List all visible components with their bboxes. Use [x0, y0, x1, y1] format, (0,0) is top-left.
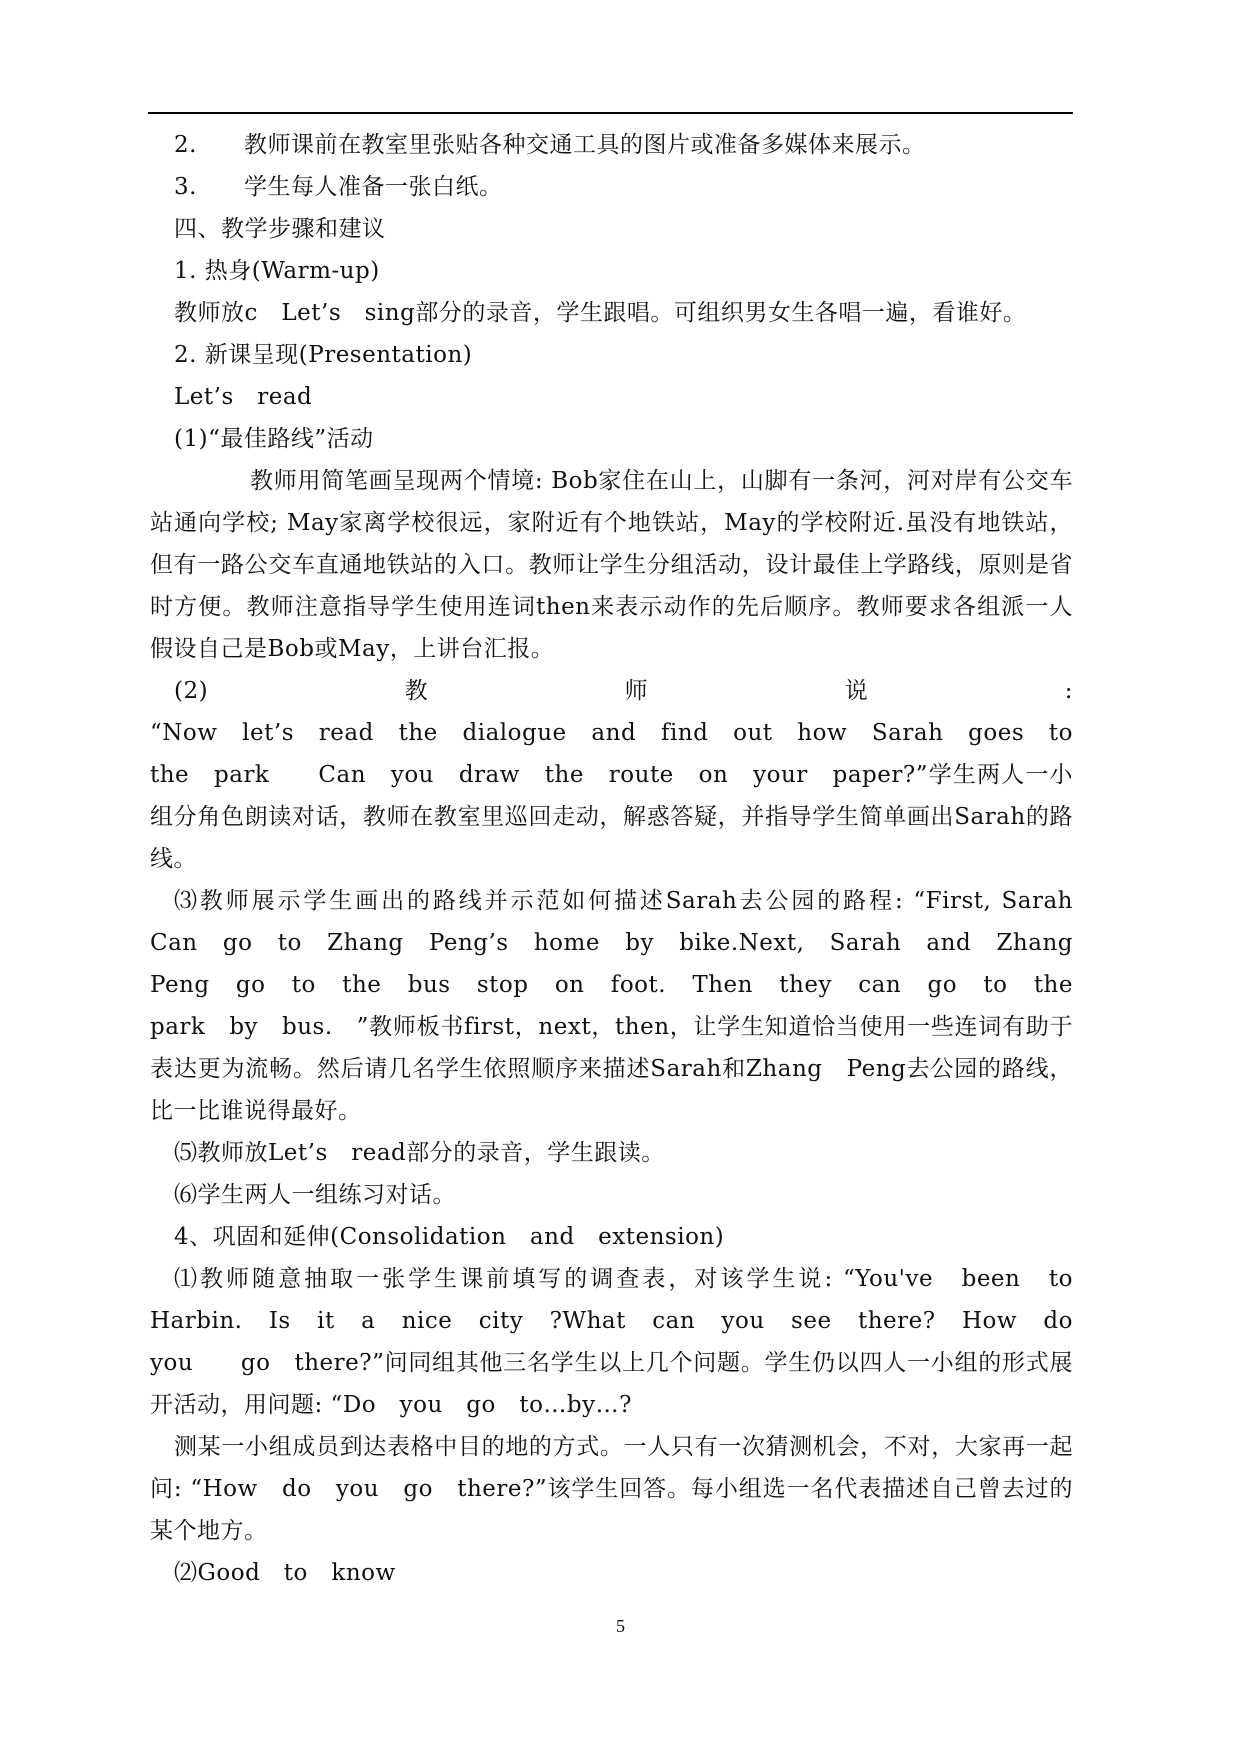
header-rule — [148, 112, 1073, 114]
section-heading-steps: 四、教学步骤和建议 — [174, 216, 386, 242]
say-char: 说 — [844, 678, 869, 704]
activity-1-paragraph: 教师用简笔画呈现两个情境: Bob家住在山上，山脚有一条河，河对岸有公交车站通向学校; May家离学校很远，家附近有个地铁站，May的学校附近.虽没有地铁站，但有一路公交车直通地铁站的入口。教师让学生分组活动，设计最佳上学路线，原则是省时方便。教师注意指导学生使用连词then来表示动作的先后顺序。教师要求各组派一人假设自己是Bob或May，上讲台汇报。 — [150, 468, 1073, 662]
item-materials-2: 2. 教师课前在教室里张贴各种交通工具的图片或准备多媒体来展示。 — [174, 132, 926, 158]
colon: : — [1064, 678, 1073, 704]
activity-5-text: ⑸教师放Let’s read部分的录音，学生跟读。 — [174, 1140, 665, 1166]
warmup-text: 教师放c Let’s sing部分的录音，学生跟唱。可组织男女生各唱一遍，看谁好。 — [174, 300, 1027, 326]
step-heading-presentation: 2. 新课呈现(Presentation) — [174, 342, 473, 368]
consolidation-1-paragraph: ⑴教师随意抽取一张学生课前填写的调查表，对该学生说: “You've been to Harbin. Is it a nice city ?What can you see there? How do you go there?”问同组其他三名学生以上几个问题。学生仍以四人一小组的形式展开活动，用问题: “Do you go to…by…? — [150, 1266, 1097, 1418]
teacher-char-1: 教 — [404, 678, 429, 704]
activity-6-text: ⑹学生两人一组练习对话。 — [174, 1182, 456, 1208]
step-heading-warmup: 1. 热身(Warm-up) — [174, 258, 380, 284]
activity-2-paragraph: “Now let’s read the dialogue and find out how Sarah goes to the park Can you draw the route on your paper?”学生两人一小组分角色朗读对话，教师在教室里巡回走动，解惑答疑，并指导学生简单画出Sarah的路线。 — [150, 720, 1097, 872]
page-number: 5 — [616, 1616, 625, 1636]
document-body — [150, 124, 1120, 1594]
activity-3-paragraph: ⑶教师展示学生画出的路线并示范如何描述Sarah去公园的路程: “First, Sarah Can go to Zhang Peng’s home by bike.Next, Sarah and Zhang Peng go to the bus stop on foot. Then they can go to the park by bus. ”教师板书first，next，then，让学生知道恰当使用一些连词有助于表达更为流畅。然后请几名学生依照顺序来描述Sarah和Zhang Peng去公园的路线，比一比谁说得最好。 — [150, 888, 1120, 1124]
step-heading-consolidation: 4、巩固和延伸(Consolidation and extension) — [174, 1224, 725, 1250]
teacher-char-2: 师 — [624, 678, 649, 704]
good-to-know-heading: ⑵Good to know — [174, 1560, 396, 1586]
item-materials-3: 3. 学生每人准备一张白纸。 — [174, 174, 503, 200]
activity-1-heading: (1)“最佳路线”活动 — [174, 426, 374, 452]
consolidation-guess-paragraph: 测某一小组成员到达表格中目的地的方式。一人只有一次猜测机会，不对，大家再一起问: “How do you go there?”该学生回答。每小组选一名代表描述自己曾去过的某个地方。 — [150, 1434, 1073, 1544]
lets-read-heading: Let’s read — [174, 384, 313, 410]
activity-2-intro — [150, 670, 1073, 712]
activity-2-number: (2) — [174, 678, 209, 704]
